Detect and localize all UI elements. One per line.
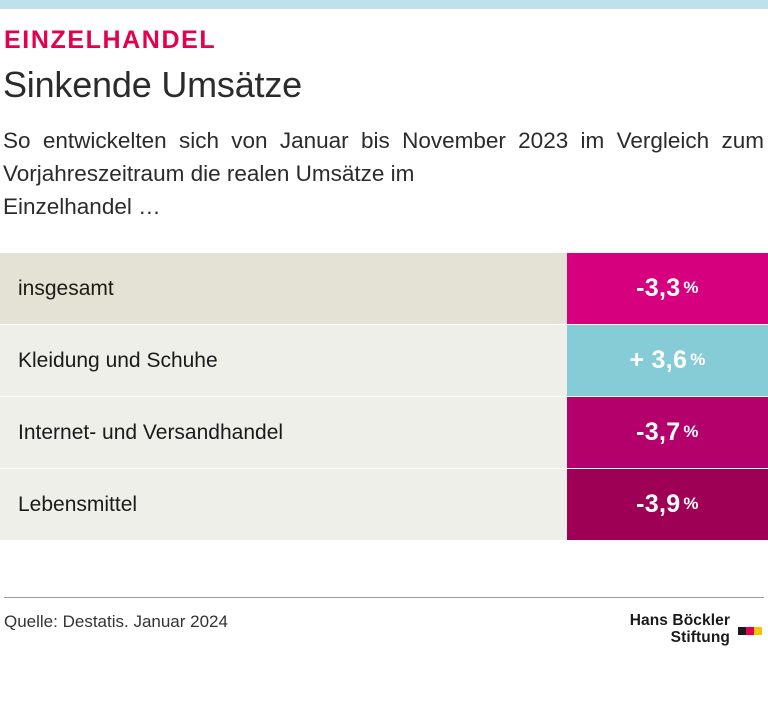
- flag-icon: [738, 627, 762, 635]
- publisher-logo: [630, 612, 764, 647]
- table-row: [0, 397, 768, 468]
- logo-line-1: Hans Böckler: [629, 612, 730, 629]
- table-row: [0, 469, 768, 540]
- bar-chart: [0, 253, 768, 540]
- flag-stripe-black: [738, 627, 746, 635]
- row-value-number: -3,7: [636, 418, 681, 447]
- row-value-unit: %: [690, 349, 706, 369]
- footer-row: [4, 612, 764, 647]
- row-value: [567, 325, 768, 396]
- row-value: [567, 253, 768, 324]
- row-value: [567, 397, 768, 468]
- flag-stripe-red: [746, 627, 754, 635]
- table-row: [0, 253, 768, 324]
- standfirst-line-2: Vergleich zum Vorjahreszeitraum die realen Umsätze im: [3, 128, 764, 186]
- kicker-label: EINZELHANDEL: [4, 26, 217, 54]
- flag-stripe-yellow: [754, 627, 762, 635]
- row-label: Lebensmittel: [0, 469, 567, 540]
- row-value: [567, 469, 768, 540]
- row-label: insgesamt: [0, 253, 567, 324]
- table-row: [0, 325, 768, 396]
- row-value-number: + 3,6: [629, 346, 688, 375]
- content-area: [0, 9, 768, 541]
- footer: [0, 597, 768, 647]
- row-value-unit: %: [683, 493, 699, 513]
- row-value-number: -3,3: [636, 274, 681, 303]
- row-value-number: -3,9: [636, 490, 681, 519]
- row-label: Internet- und Versandhandel: [0, 397, 567, 468]
- standfirst-line-1: So entwickelten sich von Januar bis November 2023 im: [3, 128, 605, 154]
- row-label: Kleidung und Schuhe: [0, 325, 567, 396]
- standfirst-text: [3, 125, 764, 223]
- top-accent-bar: [0, 0, 768, 9]
- row-value-unit: %: [683, 421, 699, 441]
- row-value-unit: %: [683, 277, 699, 297]
- footer-divider: [4, 597, 764, 598]
- standfirst-line-3: Einzelhandel …: [3, 193, 161, 219]
- logo-line-2: Stiftung: [670, 629, 730, 647]
- source-note: Quelle: Destatis. Januar 2024: [4, 612, 228, 631]
- page-title: Sinkende Umsätze: [3, 64, 302, 105]
- logo-text: [630, 612, 730, 647]
